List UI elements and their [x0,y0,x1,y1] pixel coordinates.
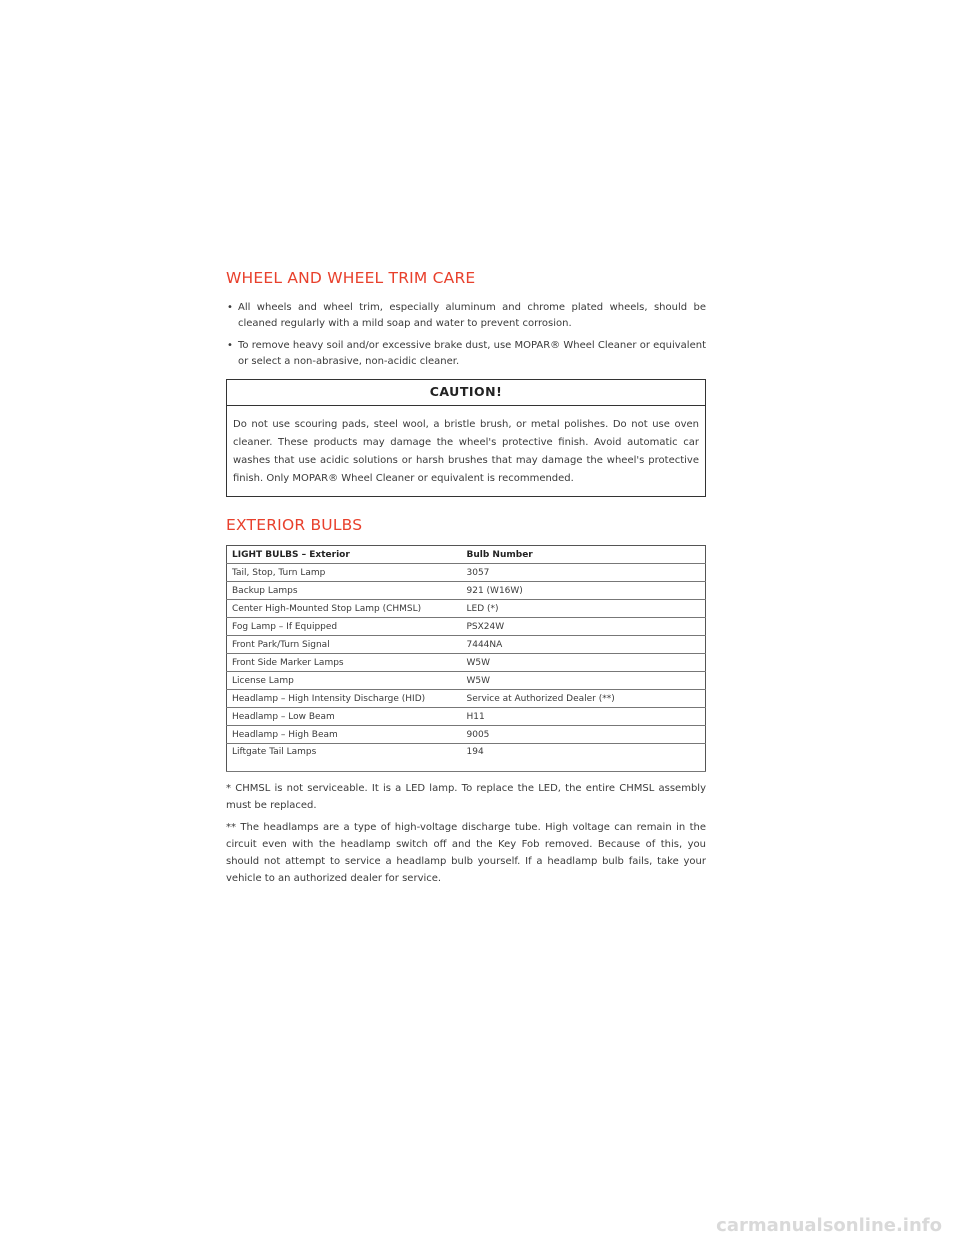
table-row [227,600,706,618]
bulb-location: Backup Lamps [227,582,462,600]
bullet-text: To remove heavy soil and/or excessive brake dust, use MOPAR® Wheel Cleaner or equivalent or select a non-abrasive, non-acidic cleaner. [238,340,706,367]
bulb-number: 3057 [462,564,706,582]
bulb-location: Fog Lamp – If Equipped [227,618,462,636]
table-row [227,708,706,726]
caution-title: CAUTION! [227,380,705,406]
chmsl-note: * CHMSL is not serviceable. It is a LED lamp. To replace the LED, the entire CHMSL assembly must be replaced. [226,783,706,811]
bulb-number: Service at Authorized Dealer (**) [462,690,706,708]
bulb-number: H11 [462,708,706,726]
bulb-number: 7444NA [462,636,706,654]
bulb-number: 194 [462,744,706,772]
exterior-bulbs-table [226,545,706,772]
bullet-mark: • [227,302,233,313]
bulb-number: W5W [462,654,706,672]
bulb-number: W5W [462,672,706,690]
table-header-row [227,546,706,564]
headlamp-note: ** The headlamps are a type of high-voltage discharge tube. High voltage can remain in the circuit even with the headlamp switch off and the Key Fob removed. Because of this, you should not attempt to service a headlamp bulb yourself. If a headlamp bulb fails, take your vehicle to an authorized dealer for service. [226,822,706,884]
table-row [227,672,706,690]
bulb-location: Headlamp – High Beam [227,726,462,744]
bulb-location: Center High-Mounted Stop Lamp (CHMSL) [227,600,462,618]
bulb-location: License Lamp [227,672,462,690]
bulb-number: 9005 [462,726,706,744]
wheel-care-bullets [226,300,706,370]
table-row [227,690,706,708]
table-row [227,582,706,600]
table-row [227,654,706,672]
table-row [227,618,706,636]
bulb-location: Front Park/Turn Signal [227,636,462,654]
wheel-care-title: WHEEL AND WHEEL TRIM CARE [226,269,476,287]
bulb-location: Tail, Stop, Turn Lamp [227,564,462,582]
table-row [227,564,706,582]
table-row [227,744,706,772]
list-item [226,338,706,370]
bulb-number: LED (*) [462,600,706,618]
page-content [226,268,706,887]
bulb-number: 921 (W16W) [462,582,706,600]
exterior-bulbs-title: EXTERIOR BULBS [226,516,363,534]
bullet-mark: • [227,340,233,351]
caution-box [226,379,706,497]
bulb-number: PSX24W [462,618,706,636]
table-row [227,726,706,744]
table-row [227,636,706,654]
bulb-location: Front Side Marker Lamps [227,654,462,672]
bullet-text: All wheels and wheel trim, especially aluminum and chrome plated wheels, should be cleaned regularly with a mild soap and water to prevent corrosion. [238,302,706,329]
column-header-light-bulbs: LIGHT BULBS – Exterior [227,546,462,564]
caution-text: Do not use scouring pads, steel wool, a bristle brush, or metal polishes. Do not use oven cleaner. These products may damage the wheel's protective finish. Avoid automatic car washes that use acidic solutions or harsh brushes that may damage the wheel's protective finish. Only MOPAR® Wheel Cleaner or equivalent is recommended. [233,419,699,484]
bulb-location: Headlamp – Low Beam [227,708,462,726]
column-header-bulb-number: Bulb Number [462,546,706,564]
list-item [226,300,706,332]
bulb-location: Headlamp – High Intensity Discharge (HID) [227,690,462,708]
bulb-location: Liftgate Tail Lamps [227,744,462,772]
site-watermark: carmanualsonline.info [716,1215,942,1236]
